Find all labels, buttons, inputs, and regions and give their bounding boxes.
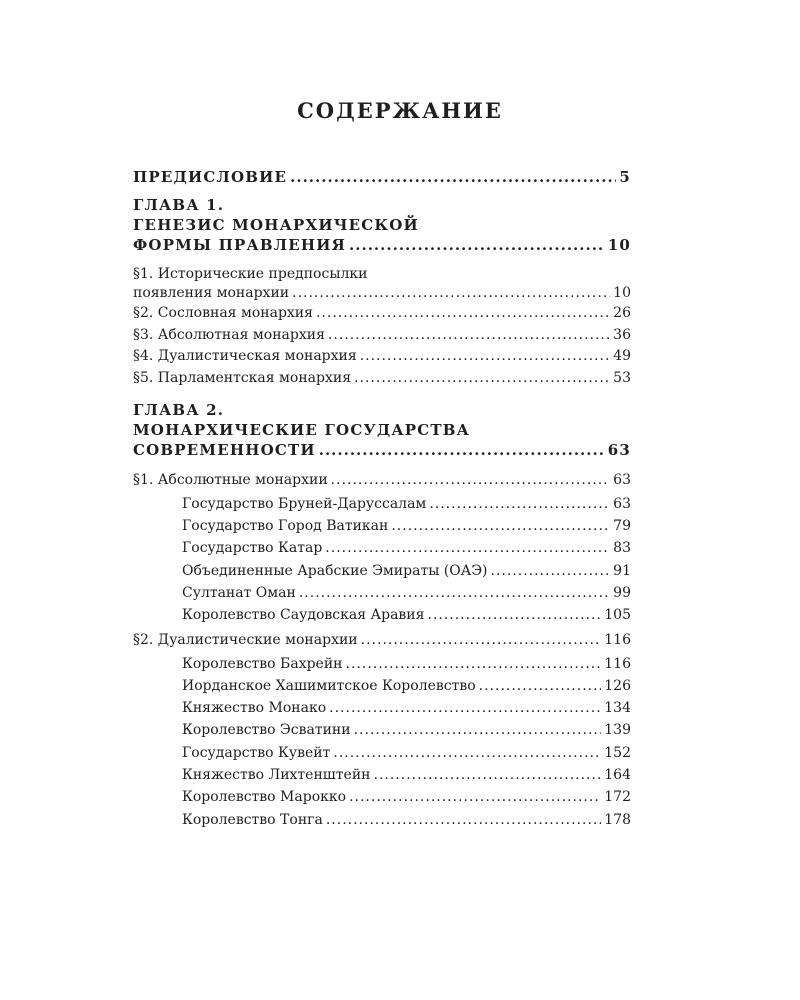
- toc-entry-label: Королевство Марокко: [182, 789, 347, 805]
- toc-page-number: 172: [604, 789, 631, 805]
- toc-entry-ch1-s3[interactable]: [133, 327, 631, 343]
- leader-dots: [374, 767, 602, 783]
- toc-page-number: 79: [613, 518, 631, 534]
- toc-entry-country[interactable]: [182, 563, 631, 579]
- toc-entry-country[interactable]: [182, 518, 631, 534]
- toc-entry-ch1-s1-line1: §1. Исторические предпосылки: [133, 266, 368, 282]
- toc-entry-label: §3. Абсолютная монархия: [133, 327, 325, 343]
- toc-entry-label: §2. Сословная монархия: [133, 305, 313, 321]
- leader-dots: [346, 656, 602, 672]
- toc-page-number: 83: [613, 540, 631, 556]
- leader-dots: [479, 678, 602, 694]
- toc-page-number: 116: [604, 656, 631, 672]
- toc-page-number: 116: [604, 632, 631, 648]
- toc-entry-label: появления монархии: [133, 285, 290, 301]
- toc-page-number: 5: [619, 168, 631, 186]
- toc-entry-country[interactable]: [182, 607, 631, 623]
- toc-entry-label: Объединенные Арабские Эмираты (ОАЭ): [182, 563, 488, 579]
- toc-page-number: 26: [613, 305, 631, 321]
- toc-entry-ch1-s5[interactable]: [133, 370, 631, 386]
- toc-page-number: 105: [604, 607, 631, 623]
- leader-dots: [491, 563, 611, 579]
- toc-entry-ch1-s1[interactable]: [133, 285, 631, 301]
- toc-entry-label: §4. Дуалистическая монархия: [133, 348, 357, 364]
- toc-entry-country[interactable]: [182, 722, 631, 738]
- toc-page-number: 53: [613, 370, 631, 386]
- toc-entry-label: Государство Катар: [182, 540, 323, 556]
- leader-dots: [329, 700, 601, 716]
- leader-dots: [333, 745, 601, 761]
- toc-entry-label: Султанат Оман: [182, 585, 296, 601]
- chapter1-title-line2: ФОРМЫ ПРАВЛЕНИЯ: [133, 236, 347, 254]
- toc-page-number: 10: [613, 285, 631, 301]
- toc-entry-label: Королевство Бахрейн: [182, 656, 343, 672]
- leader-dots: [326, 812, 601, 828]
- toc-entry-ch1-s4[interactable]: [133, 348, 631, 364]
- toc-entry-ch1-s2[interactable]: [133, 305, 631, 321]
- toc-entry-label: Королевство Саудовская Аравия: [182, 607, 425, 623]
- toc-entry-country[interactable]: [182, 656, 631, 672]
- leader-dots: [354, 722, 602, 738]
- toc-entry-country[interactable]: [182, 745, 631, 761]
- leader-dots: [427, 607, 601, 623]
- toc-entry-country[interactable]: [182, 767, 631, 783]
- chapter1-number: ГЛАВА 1.: [133, 196, 225, 214]
- toc-page-number: 36: [613, 327, 631, 343]
- toc-entry-country[interactable]: [182, 496, 631, 512]
- toc-page-number: 152: [604, 745, 631, 761]
- toc-entry-country[interactable]: [182, 812, 631, 828]
- chapter2-title-line2: СОВРЕМЕННОСТИ: [133, 441, 316, 459]
- chapter1-title-line1: ГЕНЕЗИС МОНАРХИЧЕСКОЙ: [133, 216, 419, 234]
- toc-page-number: 63: [613, 496, 631, 512]
- leader-dots: [429, 496, 610, 512]
- page-title: СОДЕРЖАНИЕ: [297, 98, 503, 123]
- toc-entry-label: Княжество Лихтенштейн: [182, 767, 371, 783]
- toc-entry-country[interactable]: [182, 540, 631, 556]
- toc-entry-ch2-s1[interactable]: [133, 472, 631, 488]
- toc-entry-country[interactable]: [182, 700, 631, 716]
- toc-entry-label: ПРЕДИСЛОВИЕ: [133, 168, 288, 186]
- toc-entry-country[interactable]: [182, 789, 631, 805]
- toc-entry-label: §2. Дуалистические монархии: [133, 632, 358, 648]
- toc-page-number: 91: [613, 563, 631, 579]
- leader-dots: [319, 441, 605, 459]
- leader-dots: [360, 348, 610, 364]
- toc-entry-label: §1. Абсолютные монархии: [133, 472, 328, 488]
- leader-dots: [325, 540, 610, 556]
- toc-page-number: 63: [607, 441, 631, 459]
- toc-entry-ch2-s2[interactable]: [133, 632, 631, 648]
- toc-entry-country[interactable]: [182, 585, 631, 601]
- toc-entry-label: Государство Бруней-Даруссалам: [182, 496, 427, 512]
- toc-page-number: 164: [604, 767, 631, 783]
- leader-dots: [349, 789, 601, 805]
- leader-dots: [328, 327, 610, 343]
- toc-entry-country[interactable]: [182, 678, 631, 694]
- toc-entry-chapter2[interactable]: [133, 441, 631, 459]
- leader-dots: [331, 472, 611, 488]
- toc-entry-label: §5. Парламентская монархия: [133, 370, 352, 386]
- toc-page-number: 178: [604, 812, 631, 828]
- leader-dots: [299, 585, 610, 601]
- toc-page-number: 134: [604, 700, 631, 716]
- toc-entry-chapter1[interactable]: [133, 236, 631, 254]
- toc-page-number: 139: [604, 722, 631, 738]
- chapter2-number: ГЛАВА 2.: [133, 401, 225, 419]
- toc-entry-label: Государство Город Ватикан: [182, 518, 389, 534]
- toc-entry-label: Королевство Тонга: [182, 812, 323, 828]
- chapter2-title-line1: МОНАРХИЧЕСКИЕ ГОСУДАРСТВА: [133, 421, 471, 439]
- leader-dots: [349, 236, 605, 254]
- toc-entry-preface[interactable]: [133, 168, 631, 186]
- toc-page-number: 63: [613, 472, 631, 488]
- leader-dots: [361, 632, 602, 648]
- toc-entry-label: Княжество Монако: [182, 700, 327, 716]
- toc-page-number: 99: [613, 585, 631, 601]
- leader-dots: [316, 305, 610, 321]
- toc-entry-label: Государство Кувейт: [182, 745, 331, 761]
- leader-dots: [292, 285, 610, 301]
- leader-dots: [290, 168, 616, 186]
- toc-entry-label: Иорданское Хашимитское Королевство: [182, 678, 476, 694]
- leader-dots: [354, 370, 610, 386]
- toc-page-number: 10: [607, 236, 631, 254]
- leader-dots: [391, 518, 610, 534]
- toc-page-number: 126: [604, 678, 631, 694]
- toc-entry-label: Королевство Эсватини: [182, 722, 351, 738]
- toc-page-number: 49: [613, 348, 631, 364]
